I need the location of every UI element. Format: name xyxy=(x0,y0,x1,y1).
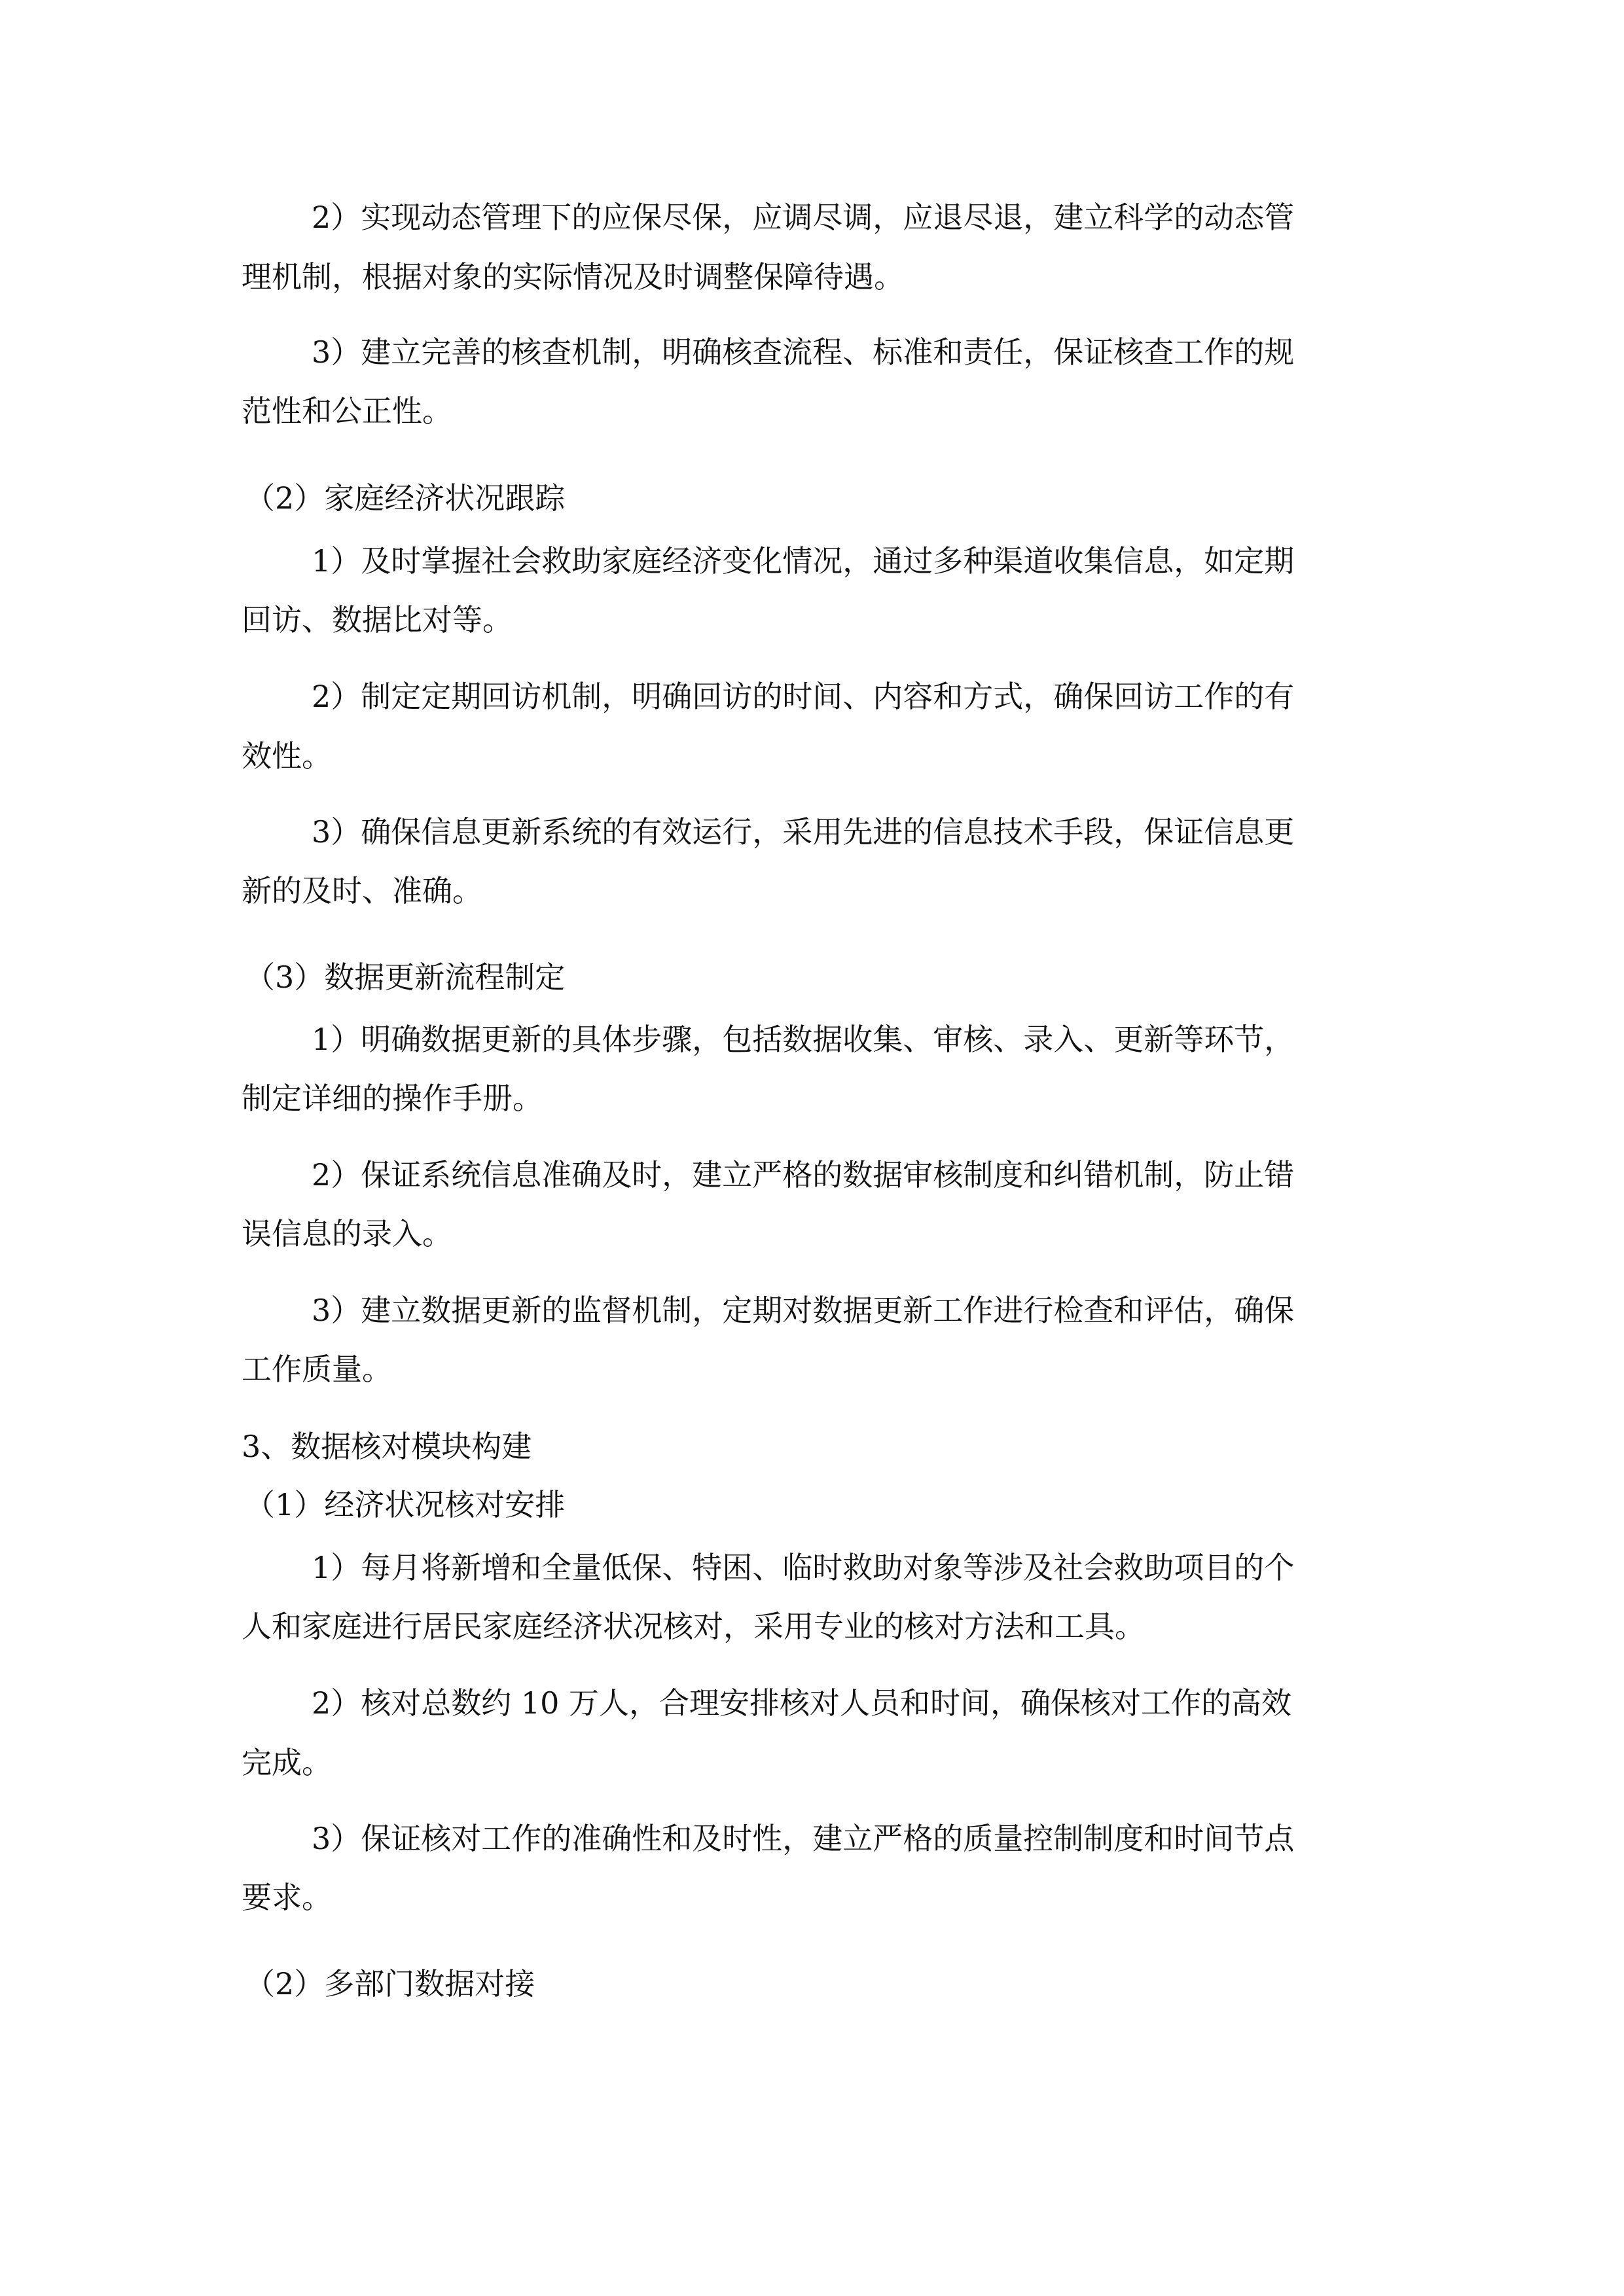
section-heading: （2）家庭经济状况跟踪 xyxy=(245,480,566,516)
paragraph-line: 1）及时掌握社会救助家庭经济变化情况，通过多种渠道收集信息，如定期 xyxy=(312,543,1295,579)
paragraph-line: 效性。 xyxy=(242,738,332,774)
paragraph-line: 1）明确数据更新的具体步骤，包括数据收集、审核、录入、更新等环节， xyxy=(312,1022,1295,1057)
section-heading: （1）经济状况核对安排 xyxy=(245,1487,566,1522)
chapter-heading: 3、数据核对模块构建 xyxy=(242,1429,532,1464)
paragraph-line: 2）保证系统信息准确及时，建立严格的数据审核制度和纠错机制，防止错 xyxy=(312,1157,1295,1193)
paragraph-line: 范性和公正性。 xyxy=(242,393,452,429)
paragraph-line: 理机制，根据对象的实际情况及时调整保障待遇。 xyxy=(242,259,904,295)
paragraph-line: 制定详细的操作手册。 xyxy=(242,1081,543,1116)
paragraph-line: 2）实现动态管理下的应保尽保，应调尽调，应退尽退，建立科学的动态管 xyxy=(312,200,1295,235)
paragraph-line: 新的及时、准确。 xyxy=(242,873,482,908)
paragraph-line: 2）制定定期回访机制，明确回访的时间、内容和方式，确保回访工作的有 xyxy=(312,679,1295,714)
paragraph-line: 工作质量。 xyxy=(242,1352,392,1387)
section-heading: （3）数据更新流程制定 xyxy=(245,960,566,995)
paragraph-line: 1）每月将新增和全量低保、特困、临时救助对象等涉及社会救助项目的个 xyxy=(312,1550,1295,1585)
paragraph-line: 3）建立完善的核查机制，明确核查流程、标准和责任，保证核查工作的规 xyxy=(312,334,1295,370)
section-heading: （2）多部门数据对接 xyxy=(245,1966,535,2001)
paragraph-line: 人和家庭进行居民家庭经济状况核对，采用专业的核对方法和工具。 xyxy=(242,1609,1145,1644)
paragraph-line: 3）保证核对工作的准确性和及时性，建立严格的质量控制制度和时间节点 xyxy=(312,1821,1295,1856)
paragraph-line: 误信息的录入。 xyxy=(242,1216,452,1251)
paragraph-line: 完成。 xyxy=(242,1745,332,1780)
paragraph-line: 3）确保信息更新系统的有效运行，采用先进的信息技术手段，保证信息更 xyxy=(312,814,1295,850)
paragraph-line: 要求。 xyxy=(242,1880,332,1915)
paragraph-line: 回访、数据比对等。 xyxy=(242,602,513,637)
paragraph-line: 2）核对总数约 10 万人，合理安排核对人员和时间，确保核对工作的高效 xyxy=(312,1685,1292,1721)
paragraph-line: 3）建立数据更新的监督机制，定期对数据更新工作进行检查和评估，确保 xyxy=(312,1293,1295,1328)
